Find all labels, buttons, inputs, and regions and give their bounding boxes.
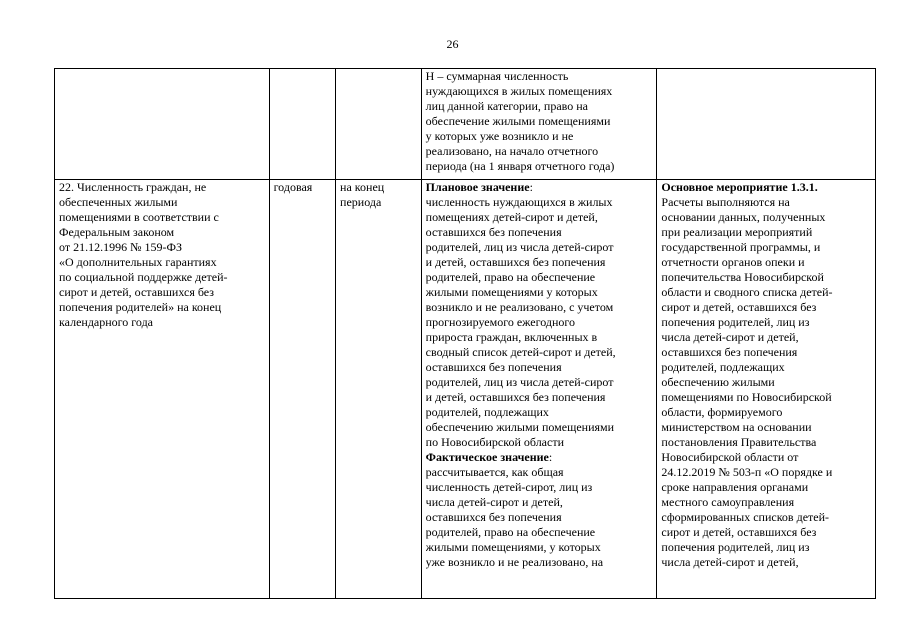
- text-line: рассчитывается, как общая: [425, 465, 564, 479]
- text-line: и детей, оставшихся без попечения: [425, 255, 606, 269]
- cell-moment-empty: [336, 69, 422, 180]
- text-line: оставшихся без попечения: [425, 225, 562, 239]
- text-line: сформированных списков детей-: [661, 510, 830, 524]
- text-line: численность детей-сирот, лиц из: [425, 480, 593, 494]
- cell-method-continuation: [421, 69, 657, 180]
- text-line: обеспечению жилыми: [661, 375, 775, 389]
- actual-value-heading: Фактическое значение: [425, 450, 549, 464]
- actual-heading-colon: :: [548, 450, 553, 464]
- text-line: 22. Численность граждан, не: [59, 180, 207, 194]
- text-line: при реализации мероприятий: [661, 225, 813, 239]
- text-line: помещениях детей-сирот и детей,: [425, 210, 598, 224]
- text-line: Новосибирской области от: [661, 450, 799, 464]
- text-line: числа детей-сирот и детей,: [661, 555, 799, 569]
- text-line: государственной программы, и: [661, 240, 821, 254]
- periodicity-value: годовая: [273, 180, 313, 194]
- text-line: родителей, подлежащих: [661, 360, 785, 374]
- text-line: обеспечение жилыми помещениями: [425, 114, 611, 128]
- text-line: местного самоуправления: [661, 495, 795, 509]
- table-row-continuation: [55, 69, 876, 180]
- main-activity-heading: Основное мероприятие 1.3.1.: [661, 180, 818, 194]
- text-line: попечительства Новосибирской: [661, 270, 824, 284]
- text-line: на конец: [340, 180, 385, 194]
- text-line: Расчеты выполняются на: [661, 195, 790, 209]
- indicators-table: [54, 68, 876, 599]
- text-line: помещениями в соответствии с: [59, 210, 219, 224]
- text-line: сирот и детей, оставшихся без: [661, 300, 817, 314]
- text-line: попечения родителей» на конец: [59, 300, 222, 314]
- table-row-indicator-22: [55, 180, 876, 599]
- text-line: «О дополнительных гарантиях: [59, 255, 217, 269]
- text-line: родителей, право на обеспечение: [425, 270, 596, 284]
- text-line: помещениями по Новосибирской: [661, 390, 832, 404]
- text-line: обеспечению жилыми помещениями: [425, 420, 615, 434]
- text-line: родителей, подлежащих: [425, 405, 549, 419]
- cell-indicator-name: [55, 180, 270, 599]
- cell-name-empty: [55, 69, 270, 180]
- text-line: календарного года: [59, 315, 154, 329]
- text-line: Н – суммарная численность: [425, 69, 569, 83]
- text-line: числа детей-сирот и детей,: [661, 330, 799, 344]
- text-line: нуждающихся в жилых помещениях: [425, 84, 613, 98]
- text-line: числа детей-сирот и детей,: [425, 495, 563, 509]
- text-line: периода: [340, 195, 382, 209]
- text-line: уже возникло и не реализовано, на: [425, 555, 604, 569]
- text-line: по социальной поддержке детей-: [59, 270, 228, 284]
- text-line: возникло и не реализовано, с учетом: [425, 300, 614, 314]
- text-line: жилыми помещениями, у которых: [425, 540, 601, 554]
- text-line: реализовано, на начало отчетного: [425, 144, 599, 158]
- text-line: оставшихся без попечения: [661, 345, 798, 359]
- text-line: прироста граждан, включенных в: [425, 330, 598, 344]
- cell-source-empty: [657, 69, 876, 180]
- method-content: [426, 180, 653, 598]
- text-line: оставшихся без попечения: [425, 360, 562, 374]
- text-line: обеспеченных жилыми: [59, 195, 178, 209]
- text-line: постановления Правительства: [661, 435, 817, 449]
- text-line: 24.12.2019 № 503-п «О порядке и: [661, 465, 833, 479]
- planned-value-heading: Плановое значение: [425, 180, 530, 194]
- text-line: численность нуждающихся в жилых: [425, 195, 613, 209]
- text-line: родителей, лиц из числа детей-сирот: [425, 240, 614, 254]
- text-line: сирот и детей, оставшихся без: [661, 525, 817, 539]
- text-line: сирот и детей, оставшихся без: [59, 285, 215, 299]
- cell-calculation-method: [421, 180, 657, 599]
- text-line: прогнозируемого ежегодного: [425, 315, 576, 329]
- text-line: родителей, лиц из числа детей-сирот: [425, 375, 614, 389]
- text-line: основании данных, полученных: [661, 210, 826, 224]
- text-line: Федеральным законом: [59, 225, 175, 239]
- text-line: лиц данной категории, право на: [425, 99, 588, 113]
- text-line: и детей, оставшихся без попечения: [425, 390, 606, 404]
- planned-heading-colon: :: [529, 180, 533, 194]
- text-line: оставшихся без попечения: [425, 510, 562, 524]
- text-line: области, формируемого: [661, 405, 783, 419]
- text-line: у которых уже возникло и не: [425, 129, 574, 143]
- text-line: сроке направления органами: [661, 480, 809, 494]
- cell-periodicity: [269, 180, 335, 599]
- cell-period-empty: [269, 69, 335, 180]
- source-content: [661, 180, 871, 598]
- planned-heading-line: [426, 180, 653, 195]
- text-line: попечения родителей, лиц из: [661, 315, 810, 329]
- page-number: 26: [446, 37, 459, 51]
- text-line: сводный список детей-сирот и детей,: [425, 345, 616, 359]
- text-line: министерством на основании: [661, 420, 812, 434]
- text-line: родителей, право на обеспечение: [425, 525, 596, 539]
- text-line: периода (на 1 января отчетного года): [425, 159, 615, 173]
- cell-data-source: [657, 180, 876, 599]
- text-line: по Новосибирской области: [425, 435, 564, 449]
- text-line: отчетности органов опеки и: [661, 255, 805, 269]
- cell-time-moment: [336, 180, 422, 599]
- actual-heading-line: [426, 450, 653, 465]
- text-line: жилыми помещениями у которых: [425, 285, 598, 299]
- text-line: попечения родителей, лиц из: [661, 540, 810, 554]
- text-line: от 21.12.1996 № 159-ФЗ: [59, 240, 183, 254]
- text-line: области и сводного списка детей-: [661, 285, 833, 299]
